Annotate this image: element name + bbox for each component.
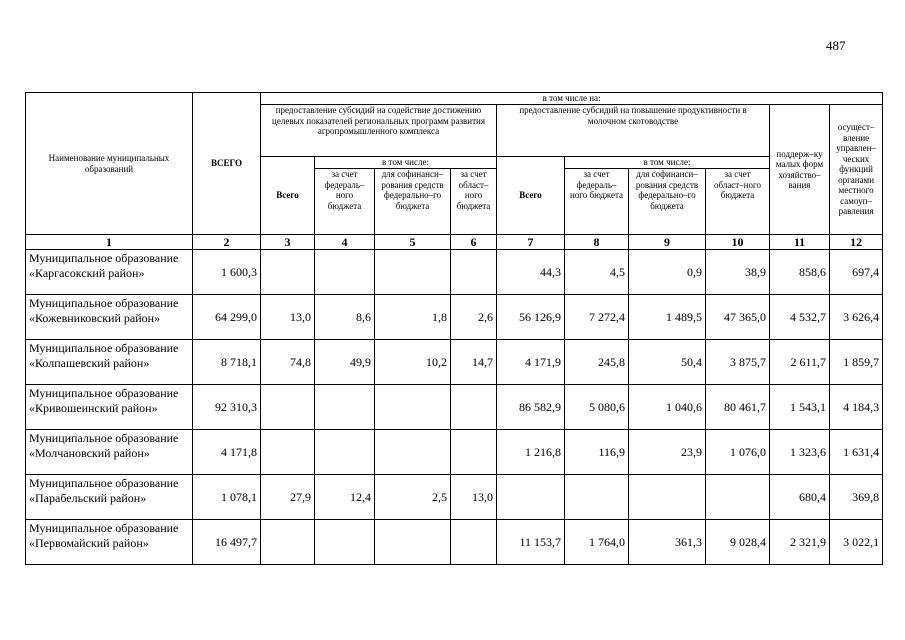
municipality-name: Муниципальное образование «Кривошеинский район» [26, 385, 193, 430]
municipality-name: Муниципальное образование «Парабельский район» [26, 475, 193, 520]
header-name-column: Наименование муниципальных образований [26, 93, 193, 235]
header-col11: поддерж–ку малых форм хозяйство–вания [770, 105, 830, 235]
value-cell: 3 626,4 [830, 295, 883, 340]
header-including: в том числе на: [261, 93, 883, 105]
value-cell [261, 520, 315, 565]
value-cell: 74,8 [261, 340, 315, 385]
value-cell: 64 299,0 [193, 295, 261, 340]
value-cell: 1 489,5 [629, 295, 706, 340]
value-cell [261, 250, 315, 295]
municipality-name: Муниципальное образование «Кожевниковский район» [26, 295, 193, 340]
column-number: 9 [629, 235, 706, 250]
value-cell: 1 078,1 [193, 475, 261, 520]
value-cell: 1,8 [375, 295, 451, 340]
value-cell: 4 532,7 [770, 295, 830, 340]
header-total: ВСЕГО [193, 93, 261, 235]
value-cell: 14,7 [451, 340, 497, 385]
value-cell: 23,9 [629, 430, 706, 475]
value-cell: 1 323,6 [770, 430, 830, 475]
value-cell: 4,5 [565, 250, 629, 295]
value-cell: 12,4 [315, 475, 375, 520]
value-cell: 2 321,9 [770, 520, 830, 565]
municipality-name: Муниципальное образование «Первомайский район» [26, 520, 193, 565]
value-cell: 697,4 [830, 250, 883, 295]
column-number: 6 [451, 235, 497, 250]
header-group2-all: Всего [497, 157, 565, 235]
header-col12: осущест–вление управлен–ческих функций органами местного самоуп–равления [830, 105, 883, 235]
value-cell: 11 153,7 [497, 520, 565, 565]
subsidy-table [25, 92, 883, 565]
header-group1-title: предоставление субсидий на содействие достижению целевых показателей региональных программ развития агропромышленного комплекса [261, 105, 497, 157]
header-group1-cofinance: для софинанси–рования средств федерально–го бюджета [375, 169, 451, 235]
header-group2-sub-including: в том числе: [565, 157, 770, 169]
column-number: 8 [565, 235, 629, 250]
value-cell: 5 080,6 [565, 385, 629, 430]
municipality-name: Муниципальное образование «Каргасокский район» [26, 250, 193, 295]
value-cell: 9 028,4 [706, 520, 770, 565]
value-cell [315, 430, 375, 475]
value-cell: 1 764,0 [565, 520, 629, 565]
table-row [26, 385, 883, 430]
value-cell: 80 461,7 [706, 385, 770, 430]
value-cell [451, 430, 497, 475]
value-cell [375, 430, 451, 475]
value-cell: 3 875,7 [706, 340, 770, 385]
header-group1-regional: за счет област–ного бюджета [451, 169, 497, 235]
value-cell: 4 171,8 [193, 430, 261, 475]
value-cell: 38,9 [706, 250, 770, 295]
value-cell: 8 718,1 [193, 340, 261, 385]
value-cell [451, 520, 497, 565]
value-cell: 8,6 [315, 295, 375, 340]
value-cell: 1 216,8 [497, 430, 565, 475]
table-row [26, 430, 883, 475]
value-cell: 4 184,3 [830, 385, 883, 430]
table-row [26, 340, 883, 385]
column-number: 12 [830, 235, 883, 250]
value-cell: 2,6 [451, 295, 497, 340]
value-cell: 1 040,6 [629, 385, 706, 430]
value-cell: 680,4 [770, 475, 830, 520]
column-numbers-row [26, 235, 883, 250]
value-cell: 1 600,3 [193, 250, 261, 295]
value-cell: 858,6 [770, 250, 830, 295]
value-cell [375, 250, 451, 295]
column-number: 10 [706, 235, 770, 250]
value-cell [451, 250, 497, 295]
value-cell: 245,8 [565, 340, 629, 385]
value-cell: 86 582,9 [497, 385, 565, 430]
value-cell: 0,9 [629, 250, 706, 295]
column-number: 5 [375, 235, 451, 250]
column-number: 7 [497, 235, 565, 250]
value-cell: 1 631,4 [830, 430, 883, 475]
value-cell: 10,2 [375, 340, 451, 385]
value-cell [629, 475, 706, 520]
value-cell: 7 272,4 [565, 295, 629, 340]
header-group2-cofinance: для софинанси–рования средств федерально–го бюджета [629, 169, 706, 235]
column-number: 2 [193, 235, 261, 250]
table-row [26, 250, 883, 295]
value-cell: 13,0 [451, 475, 497, 520]
value-cell [706, 475, 770, 520]
value-cell: 16 497,7 [193, 520, 261, 565]
column-number: 11 [770, 235, 830, 250]
value-cell: 116,9 [565, 430, 629, 475]
value-cell [375, 385, 451, 430]
value-cell: 1 543,1 [770, 385, 830, 430]
value-cell [315, 250, 375, 295]
value-cell [375, 520, 451, 565]
header-group1-sub-including: в том числе: [315, 157, 497, 169]
value-cell [497, 475, 565, 520]
value-cell [315, 520, 375, 565]
value-cell: 1 076,0 [706, 430, 770, 475]
header-group2-regional: за счет област–ного бюджета [706, 169, 770, 235]
value-cell: 1 859,7 [830, 340, 883, 385]
page-number: 487 [826, 38, 846, 53]
value-cell [261, 385, 315, 430]
value-cell: 4 171,9 [497, 340, 565, 385]
header-group1-federal: за счет федераль–ного бюджета [315, 169, 375, 235]
value-cell: 44,3 [497, 250, 565, 295]
value-cell [315, 385, 375, 430]
value-cell: 2 611,7 [770, 340, 830, 385]
value-cell: 50,4 [629, 340, 706, 385]
header-group2-title: предоставление субсидий на повышение продуктивности в молочном скотоводстве [497, 105, 770, 157]
value-cell: 49,9 [315, 340, 375, 385]
value-cell: 369,8 [830, 475, 883, 520]
header-group2-federal: за счет федераль–ного бюджета [565, 169, 629, 235]
column-number: 3 [261, 235, 315, 250]
table-row [26, 295, 883, 340]
value-cell: 13,0 [261, 295, 315, 340]
column-number: 1 [26, 235, 193, 250]
value-cell: 27,9 [261, 475, 315, 520]
table-row [26, 475, 883, 520]
column-number: 4 [315, 235, 375, 250]
value-cell: 56 126,9 [497, 295, 565, 340]
value-cell: 2,5 [375, 475, 451, 520]
value-cell [565, 475, 629, 520]
header-group1-all: Всего [261, 157, 315, 235]
municipality-name: Муниципальное образование «Колпашевский район» [26, 340, 193, 385]
municipality-name: Муниципальное образование «Молчановский район» [26, 430, 193, 475]
value-cell [261, 430, 315, 475]
value-cell [451, 385, 497, 430]
table-row [26, 520, 883, 565]
value-cell: 361,3 [629, 520, 706, 565]
table-body [26, 93, 883, 565]
value-cell: 3 022,1 [830, 520, 883, 565]
value-cell: 92 310,3 [193, 385, 261, 430]
value-cell: 47 365,0 [706, 295, 770, 340]
